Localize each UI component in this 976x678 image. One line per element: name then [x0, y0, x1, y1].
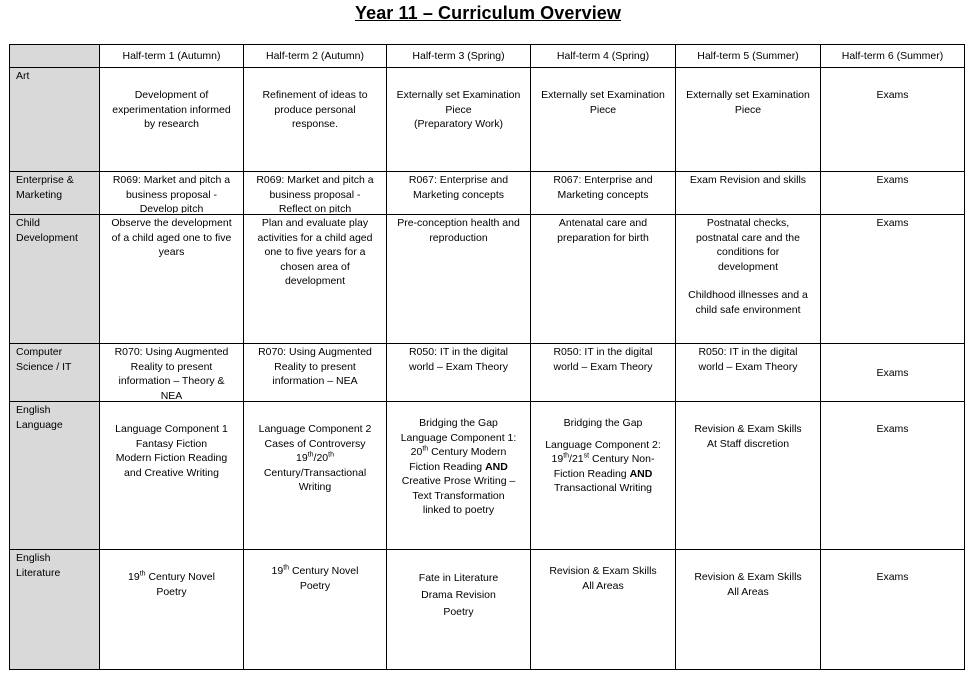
- table-row-computer-science: [10, 344, 965, 402]
- cell-ent-ht5: Exam Revision and skills: [676, 172, 821, 215]
- cell-lit-ht5: Revision & Exam Skills All Areas: [676, 550, 821, 670]
- cell-el-ht6: Exams: [821, 402, 965, 550]
- cell-art-ht5: Externally set Examination Piece: [676, 68, 821, 172]
- subject-english-literature: English Literature: [10, 550, 100, 670]
- subject-art: Art: [10, 68, 100, 172]
- header-half-term-4: Half-term 4 (Spring): [531, 45, 676, 68]
- corner-cell: [10, 45, 100, 68]
- cell-art-ht3: Externally set Examination Piece (Preparatory Work): [387, 68, 531, 172]
- cell-el-ht1: Language Component 1 Fantasy Fiction Modern Fiction Reading and Creative Writing: [100, 402, 244, 550]
- subject-computer-science: Computer Science / IT: [10, 344, 100, 402]
- cell-el-ht5: Revision & Exam Skills At Staff discretion: [676, 402, 821, 550]
- table-row-english-literature: [10, 550, 965, 670]
- cell-child-ht1: Observe the development of a child aged one to five years: [100, 215, 244, 344]
- cell-child-ht4: Antenatal care and preparation for birth: [531, 215, 676, 344]
- header-half-term-1: Half-term 1 (Autumn): [100, 45, 244, 68]
- table-row-english-language: [10, 402, 965, 550]
- cell-cs-ht6: Exams: [821, 344, 965, 402]
- cell-art-ht6: Exams: [821, 68, 965, 172]
- cell-ent-ht2: R069: Market and pitch a business proposal - Reflect on pitch: [244, 172, 387, 215]
- cell-el-ht3: Bridging the Gap Language Component 1: 20th Century Modern Fiction Reading AND Creative Prose Writing – Text Transformation linked to poetry: [387, 402, 531, 550]
- subject-enterprise-marketing: Enterprise & Marketing: [10, 172, 100, 215]
- cell-cs-ht5: R050: IT in the digital world – Exam Theory: [676, 344, 821, 402]
- table-row-art: [10, 68, 965, 172]
- cell-cs-ht3: R050: IT in the digital world – Exam Theory: [387, 344, 531, 402]
- header-half-term-6: Half-term 6 (Summer): [821, 45, 965, 68]
- cell-child-ht6: Exams: [821, 215, 965, 344]
- header-half-term-3: Half-term 3 (Spring): [387, 45, 531, 68]
- cell-cs-ht1: R070: Using Augmented Reality to present information – Theory & NEA: [100, 344, 244, 402]
- cell-ent-ht4: R067: Enterprise and Marketing concepts: [531, 172, 676, 215]
- cell-lit-ht1: 19th Century Novel Poetry: [100, 550, 244, 670]
- cell-ent-ht3: R067: Enterprise and Marketing concepts: [387, 172, 531, 215]
- subject-child-development: Child Development: [10, 215, 100, 344]
- cell-lit-ht6: Exams: [821, 550, 965, 670]
- header-half-term-2: Half-term 2 (Autumn): [244, 45, 387, 68]
- cell-lit-ht2: 19th Century Novel Poetry: [244, 550, 387, 670]
- header-row: [10, 45, 965, 68]
- header-half-term-5: Half-term 5 (Summer): [676, 45, 821, 68]
- page-title: Year 11 – Curriculum Overview: [354, 3, 622, 23]
- subject-english-language: English Language: [10, 402, 100, 550]
- cell-ent-ht6: Exams: [821, 172, 965, 215]
- table-row-enterprise: [10, 172, 965, 215]
- cell-ent-ht1: R069: Market and pitch a business proposal - Develop pitch: [100, 172, 244, 215]
- curriculum-table: [9, 44, 965, 670]
- cell-el-ht2: Language Component 2 Cases of Controversy 19th/20th Century/Transactional Writing: [244, 402, 387, 550]
- cell-cs-ht4: R050: IT in the digital world – Exam Theory: [531, 344, 676, 402]
- cell-child-ht3: Pre-conception health and reproduction: [387, 215, 531, 344]
- cell-art-ht4: Externally set Examination Piece: [531, 68, 676, 172]
- cell-cs-ht2: R070: Using Augmented Reality to present information – NEA: [244, 344, 387, 402]
- cell-lit-ht3: Fate in Literature Drama Revision Poetry: [387, 550, 531, 670]
- cell-el-ht4: Bridging the Gap Language Component 2: 19th/21st Century Non- Fiction Reading AND Transactional Writing: [531, 402, 676, 550]
- cell-art-ht1: Development of experimentation informed by research: [100, 68, 244, 172]
- cell-art-ht2: Refinement of ideas to produce personal response.: [244, 68, 387, 172]
- cell-child-ht2: Plan and evaluate play activities for a child aged one to five years for a chosen area of development: [244, 215, 387, 344]
- cell-child-ht5: Postnatal checks, postnatal care and the conditions for development Childhood illnesses and a child safe environment: [676, 215, 821, 344]
- table-row-child-development: [10, 215, 965, 344]
- cell-lit-ht4: Revision & Exam Skills All Areas: [531, 550, 676, 670]
